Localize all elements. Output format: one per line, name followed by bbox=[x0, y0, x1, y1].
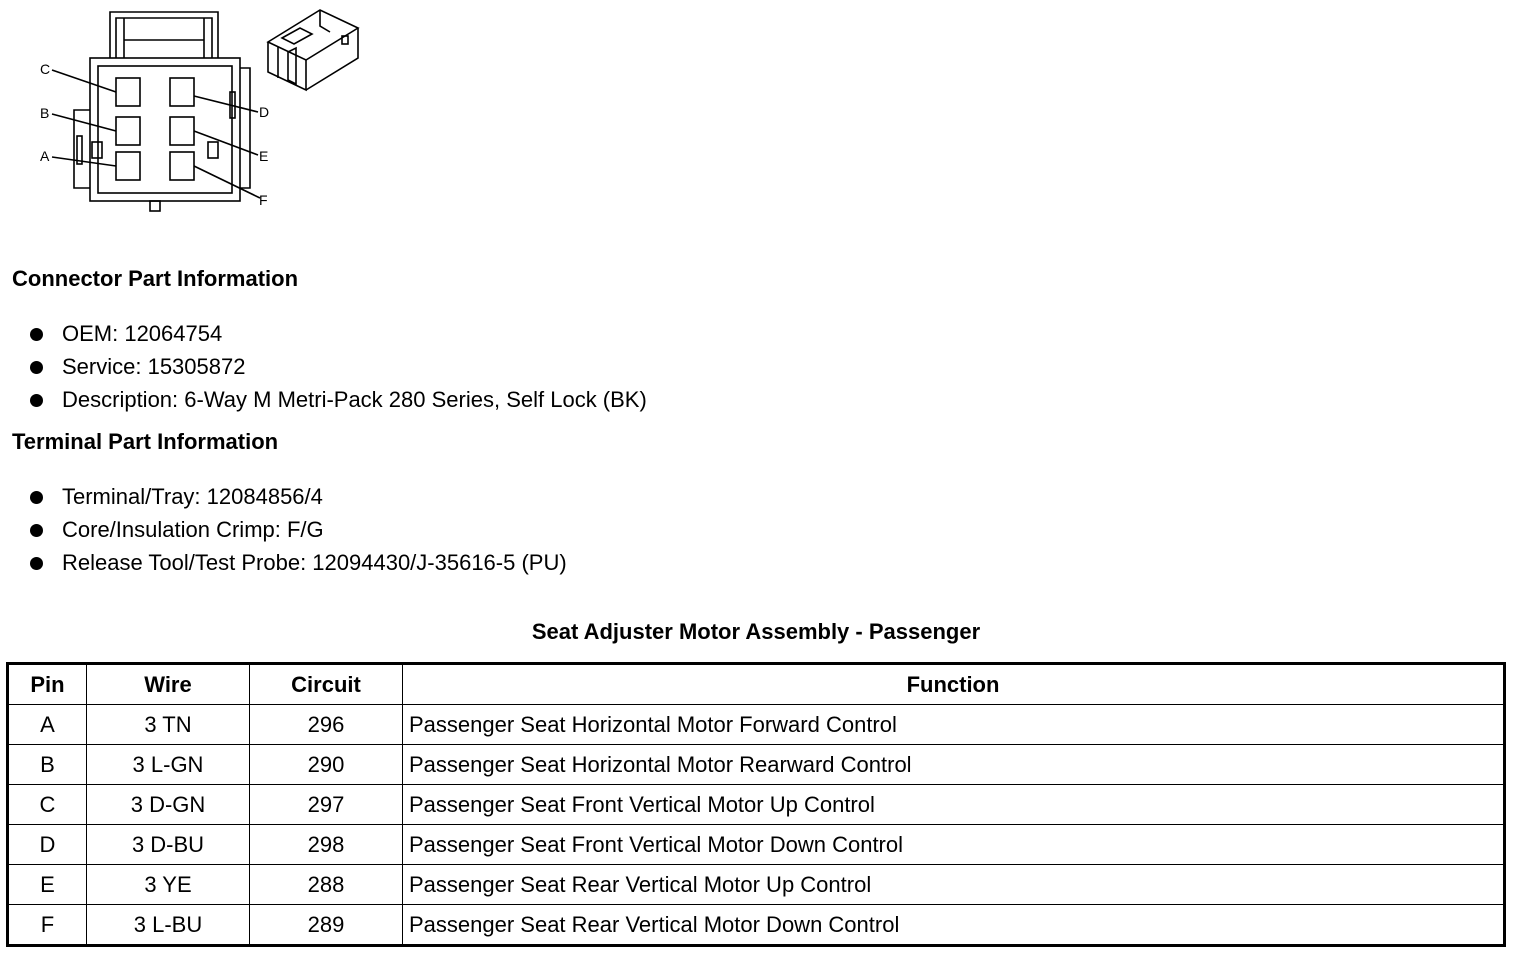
table-header-row bbox=[8, 664, 1505, 705]
cell-wire: 3 D-BU bbox=[87, 825, 250, 865]
terminal-info-heading: Terminal Part Information bbox=[12, 429, 279, 454]
cell-pin: A bbox=[8, 705, 87, 745]
cell-function: Passenger Seat Horizontal Motor Forward Control bbox=[403, 705, 1505, 745]
bullet-icon bbox=[30, 394, 43, 407]
pin-label-c: C bbox=[40, 61, 51, 77]
cell-pin: E bbox=[8, 865, 87, 905]
cavity-b bbox=[116, 117, 140, 145]
cavity-c bbox=[116, 78, 140, 106]
cell-function: Passenger Seat Front Vertical Motor Up Control bbox=[403, 785, 1505, 825]
cavity-f bbox=[170, 152, 194, 180]
cell-wire: 3 D-GN bbox=[87, 785, 250, 825]
table-row bbox=[8, 865, 1505, 905]
cavity-d bbox=[170, 78, 194, 106]
cell-pin: B bbox=[8, 745, 87, 785]
cell-circuit: 290 bbox=[250, 745, 403, 785]
cell-function: Passenger Seat Rear Vertical Motor Down Control bbox=[403, 905, 1505, 946]
list-item: Service: 15305872 bbox=[28, 354, 647, 387]
cell-wire: 3 YE bbox=[87, 865, 250, 905]
connector-info-heading: Connector Part Information bbox=[12, 266, 299, 291]
cell-circuit: 288 bbox=[250, 865, 403, 905]
cell-wire: 3 L-GN bbox=[87, 745, 250, 785]
table-row bbox=[8, 705, 1505, 745]
list-item: Release Tool/Test Probe: 12094430/J-35616-5 (PU) bbox=[28, 550, 567, 583]
cell-pin: F bbox=[8, 905, 87, 946]
bullet-icon bbox=[30, 328, 43, 341]
bullet-icon bbox=[30, 491, 43, 504]
header-wire: Wire bbox=[87, 664, 250, 705]
table-row bbox=[8, 905, 1505, 946]
cell-wire: 3 L-BU bbox=[87, 905, 250, 946]
connector-info-list bbox=[28, 321, 647, 420]
list-item: Terminal/Tray: 12084856/4 bbox=[28, 484, 567, 517]
bullet-icon bbox=[30, 361, 43, 374]
list-item: Description: 6-Way M Metri-Pack 280 Series, Self Lock (BK) bbox=[28, 387, 647, 420]
cell-function: Passenger Seat Front Vertical Motor Down Control bbox=[403, 825, 1505, 865]
pinout-table bbox=[6, 662, 1506, 947]
cell-pin: C bbox=[8, 785, 87, 825]
pin-label-d: D bbox=[259, 104, 270, 120]
cell-wire: 3 TN bbox=[87, 705, 250, 745]
table-title: Seat Adjuster Motor Assembly - Passenger bbox=[531, 619, 981, 644]
cavity-e bbox=[170, 117, 194, 145]
cell-pin: D bbox=[8, 825, 87, 865]
cell-function: Passenger Seat Rear Vertical Motor Up Control bbox=[403, 865, 1505, 905]
list-item: Core/Insulation Crimp: F/G bbox=[28, 517, 567, 550]
terminal-info-list bbox=[28, 484, 567, 583]
cell-circuit: 296 bbox=[250, 705, 403, 745]
list-item: OEM: 12064754 bbox=[28, 321, 647, 354]
bullet-icon bbox=[30, 524, 43, 537]
cell-function: Passenger Seat Horizontal Motor Rearward Control bbox=[403, 745, 1505, 785]
pin-label-b: B bbox=[40, 105, 50, 121]
pin-label-e: E bbox=[259, 148, 269, 164]
header-pin: Pin bbox=[8, 664, 87, 705]
cell-circuit: 297 bbox=[250, 785, 403, 825]
cell-circuit: 289 bbox=[250, 905, 403, 946]
bullet-icon bbox=[30, 557, 43, 570]
pin-label-f: F bbox=[259, 192, 268, 208]
cavity-a bbox=[116, 152, 140, 180]
pin-label-a: A bbox=[40, 148, 50, 164]
table-row bbox=[8, 825, 1505, 865]
table-row bbox=[8, 745, 1505, 785]
header-circuit: Circuit bbox=[250, 664, 403, 705]
header-function: Function bbox=[403, 664, 1505, 705]
connector-face-diagram bbox=[0, 0, 380, 225]
table-row bbox=[8, 785, 1505, 825]
cell-circuit: 298 bbox=[250, 825, 403, 865]
